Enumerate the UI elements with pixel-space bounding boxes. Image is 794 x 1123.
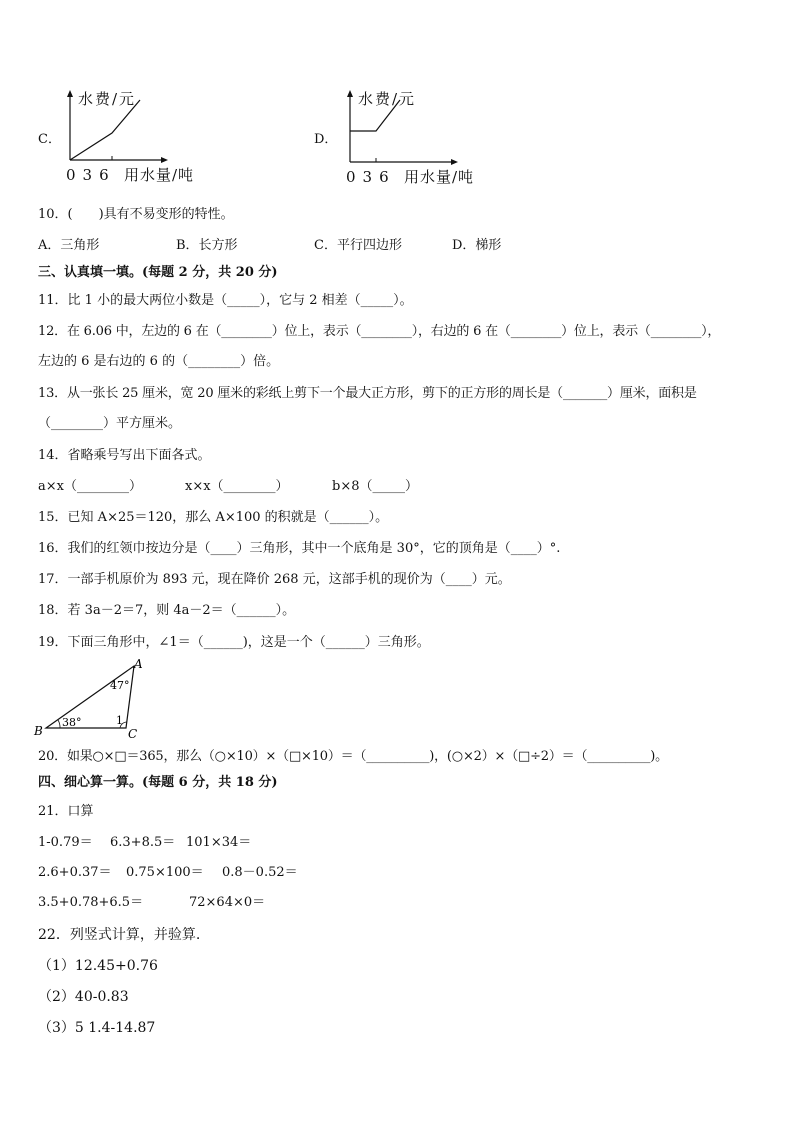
q21-item: 101×34＝ xyxy=(186,835,252,850)
question-10: 10．( )具有不易变形的特性。 xyxy=(38,207,234,222)
q21-item: 3.5+0.78+6.5＝ xyxy=(38,895,144,910)
angle-b-arc xyxy=(58,720,60,728)
angle-1-label: 1 xyxy=(116,714,123,727)
q10-option-d: D．梯形 xyxy=(452,238,502,253)
question-12-line-1: 12．在 6.06 中，左边的 6 在（________）位上，表示（________），右边的 6 在（________）位上，表示（________）， xyxy=(38,324,721,339)
q22-item-1: （1）12.45+0.76 xyxy=(38,958,158,974)
q22-item-2: （2）40-0.83 xyxy=(38,989,129,1005)
question-17: 17．一部手机原价为 893 元，现在降价 268 元，这部手机的现价为（____）元。 xyxy=(38,572,511,587)
q10-option-c: C．平行四边形 xyxy=(314,238,402,253)
q21-item: 1-0.79＝ xyxy=(38,835,93,850)
graph-c-ylabel: 水费/元 xyxy=(78,90,137,108)
option-c-label: C． xyxy=(38,132,61,147)
section-4-heading: 四、细心算一算。(每题 6 分，共 18 分) xyxy=(38,775,278,790)
triangle-figure xyxy=(30,656,160,740)
angle-a-label: 47° xyxy=(110,679,130,692)
vertex-a-label: A xyxy=(134,657,143,671)
q14-item-2: x×x（________） xyxy=(185,479,289,494)
question-16: 16．我们的红领巾按边分是（____）三角形，其中一个底角是 30°，它的顶角是（____）°. xyxy=(38,541,561,556)
question-13-line-2: （________）平方厘米。 xyxy=(38,416,182,431)
graph-d-y-arrow xyxy=(347,90,353,97)
graph-c-line xyxy=(70,100,140,160)
question-21: 21．口算 xyxy=(38,804,94,819)
q10-option-b: B．长方形 xyxy=(176,238,238,253)
q21-item: 2.6+0.37＝ xyxy=(38,865,112,880)
graph-d-ylabel: 水费/元 xyxy=(358,90,417,108)
graph-c-x-arrow xyxy=(161,157,168,163)
graph-c-xlabel: 用水量/吨 xyxy=(124,166,195,184)
question-22: 22．列竖式计算，并验算. xyxy=(38,927,201,943)
question-15: 15．已知 A×25＝120，那么 A×100 的积就是（______）。 xyxy=(38,510,389,525)
question-19: 19．下面三角形中，∠1＝（______)，这是一个（______）三角形。 xyxy=(38,635,430,650)
vertex-c-label: C xyxy=(128,727,138,740)
q14-item-1: a×x（________） xyxy=(38,479,142,494)
q21-item: 6.3+8.5＝ xyxy=(110,835,176,850)
graph-d-x-arrow xyxy=(451,159,458,165)
graph-c-ticks: 036 xyxy=(66,166,116,184)
option-d-label: D． xyxy=(314,132,338,147)
question-18: 18．若 3a－2＝7，则 4a－2＝（______）。 xyxy=(38,603,296,618)
q14-item-3: b×8（_____） xyxy=(332,479,418,494)
section-3-heading: 三、认真填一填。(每题 2 分，共 20 分) xyxy=(38,265,278,280)
q21-item: 72×64×0＝ xyxy=(189,895,266,910)
angle-b-label: 38° xyxy=(62,716,82,729)
question-20: 20．如果○×□＝365，那么（○×10）×（□×10）＝（__________)，(○×2）×（□÷2）＝（__________)。 xyxy=(38,749,668,764)
question-11: 11．比 1 小的最大两位小数是（_____），它与 2 相差（_____）。 xyxy=(38,293,413,308)
graph-c-y-arrow xyxy=(67,90,73,97)
q10-option-a: A．三角形 xyxy=(38,238,100,253)
question-13-line-1: 13．从一张长 25 厘米，宽 20 厘米的彩纸上剪下一个最大正方形，剪下的正方形的周长是（_______）厘米，面积是 xyxy=(38,386,697,401)
graph-d-ticks: 036 xyxy=(346,168,396,186)
q22-item-3: （3）5 1.4-14.87 xyxy=(38,1020,156,1036)
question-14: 14．省略乘号写出下面各式。 xyxy=(38,448,211,463)
q21-item: 0.75×100＝ xyxy=(126,865,204,880)
question-12-line-2: 左边的 6 是右边的 6 的（________）倍。 xyxy=(38,354,280,369)
graph-d-xlabel: 用水量/吨 xyxy=(404,168,475,186)
q21-item: 0.8－0.52＝ xyxy=(222,865,298,880)
vertex-b-label: B xyxy=(34,724,43,738)
